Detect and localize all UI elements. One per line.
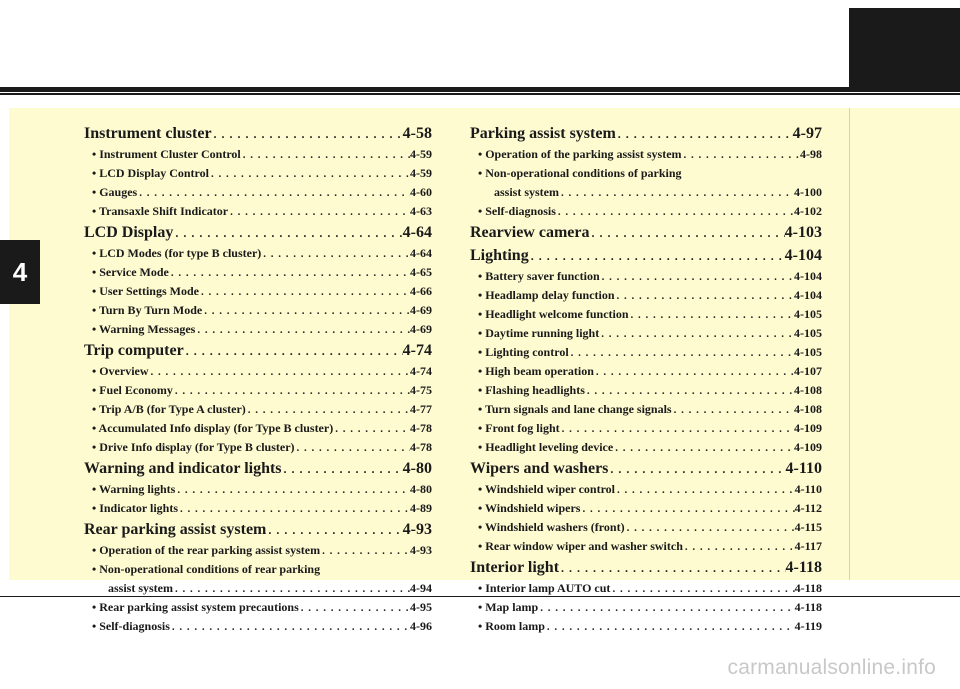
toc-page-number: 4-59 [410, 147, 432, 161]
toc-subsection-entry[interactable] [84, 282, 432, 301]
toc-entry-title: Trip computer [84, 342, 184, 359]
toc-leader-dots [295, 439, 410, 457]
toc-entry-title: • Fuel Economy [92, 383, 173, 397]
toc-entry-title: • User Settings Mode [92, 284, 199, 298]
toc-entry-title: Warning and indicator lights [84, 460, 282, 477]
toc-leader-dots [173, 222, 402, 244]
toc-leader-dots [629, 306, 794, 324]
toc-subsection-entry[interactable] [84, 263, 432, 282]
toc-entry-title: • Non-operational conditions of rear parking [92, 562, 321, 576]
toc-left-column [84, 122, 432, 636]
toc-entry-title: Interior light [470, 559, 560, 576]
toc-subsection-entry[interactable] [470, 324, 822, 343]
toc-entry-line[interactable] [470, 164, 822, 183]
toc-leader-dots [333, 420, 410, 438]
toc-page-number: 4-100 [794, 185, 822, 199]
toc-leader-dots [615, 481, 795, 499]
toc-subsection-entry[interactable] [470, 145, 822, 164]
toc-leader-dots [613, 439, 794, 457]
toc-page-number: 4-110 [785, 460, 822, 477]
toc-page-number: 4-98 [800, 147, 822, 161]
toc-leader-dots [195, 321, 410, 339]
toc-subsection-entry[interactable] [84, 617, 432, 636]
toc-page-number: 4-78 [410, 440, 432, 454]
toc-page-number: 4-118 [794, 600, 822, 614]
toc-entry-title: Instrument cluster [84, 125, 212, 142]
toc-page-number: 4-119 [794, 619, 822, 633]
toc-entry-title: • Transaxle Shift Indicator [92, 204, 229, 218]
toc-entry-title: • Turn By Turn Mode [92, 303, 203, 317]
footer-rule [0, 596, 960, 597]
toc-leader-dots [580, 500, 794, 518]
toc-page-number: 4-78 [410, 421, 432, 435]
toc-leader-dots [594, 363, 794, 381]
toc-leader-dots [615, 287, 794, 305]
toc-leader-dots [261, 245, 410, 263]
toc-page-number: 4-108 [794, 383, 822, 397]
toc-entry-title: • Warning lights [92, 482, 176, 496]
toc-page-number: 4-58 [402, 125, 432, 142]
toc-page-number: 4-103 [784, 224, 822, 241]
toc-page-number: 4-115 [794, 520, 822, 534]
toc-subsection-entry[interactable] [84, 480, 432, 499]
toc-subsection-entry[interactable] [84, 541, 432, 560]
toc-subsection-entry[interactable] [470, 267, 822, 286]
toc-subsection-entry[interactable] [470, 381, 822, 400]
toc-leader-dots [560, 420, 794, 438]
toc-subsection-entry[interactable] [84, 381, 432, 400]
toc-page-number: 4-59 [410, 166, 432, 180]
toc-entry-title: • Self-diagnosis [478, 204, 556, 218]
toc-page-number: 4-112 [794, 501, 822, 515]
toc-entry-title: • Lighting control [478, 345, 569, 359]
toc-entry-title: • Headlight welcome function [478, 307, 629, 321]
toc-entry-title: • Rear parking assist system precautions [92, 600, 299, 614]
toc-entry-title: • Overview [92, 364, 149, 378]
chapter-number: 4 [12, 256, 28, 287]
toc-entry-title: • Windshield washers (front) [478, 520, 625, 534]
toc-leader-dots [672, 401, 794, 419]
toc-page-number: 4-74 [402, 342, 432, 359]
toc-page-number: 4-105 [794, 345, 822, 359]
toc-page-number: 4-93 [410, 543, 432, 557]
toc-section-entry[interactable] [84, 519, 432, 541]
toc-page-number: 4-97 [792, 125, 822, 142]
toc-entry-title: • Turn signals and lane change signals [478, 402, 672, 416]
toc-leader-dots [169, 264, 410, 282]
toc-subsection-entry[interactable] [84, 202, 432, 221]
toc-entry-title: assist system [108, 581, 173, 595]
toc-entry-title: • Operation of the parking assist system [478, 147, 682, 161]
toc-entry-title: • Indicator lights [92, 501, 178, 515]
toc-leader-dots [246, 401, 410, 419]
toc-entry-title: • Headlight leveling device [478, 440, 614, 454]
toc-subsection-entry[interactable] [84, 362, 432, 381]
toc-page-number: 4-108 [794, 402, 822, 416]
toc-leader-dots [149, 363, 410, 381]
toc-leader-dots [569, 344, 794, 362]
toc-entry-title: • Headlamp delay function [478, 288, 615, 302]
toc-page-number: 4-60 [410, 185, 432, 199]
toc-entry-title: • High beam operation [478, 364, 594, 378]
corner-decoration [849, 8, 960, 88]
toc-entry-title: • Windshield wipers [478, 501, 581, 515]
toc-right-column [470, 122, 822, 636]
toc-leader-dots [173, 382, 410, 400]
toc-entry-title: • Flashing headlights [478, 383, 585, 397]
toc-entry-title: Wipers and washers [470, 460, 609, 477]
toc-page-number: 4-69 [410, 303, 432, 317]
toc-page-number: 4-94 [410, 581, 432, 595]
toc-entry-title: • Windshield wiper control [478, 482, 616, 496]
toc-page-number: 4-93 [402, 521, 432, 538]
toc-leader-dots [320, 542, 410, 560]
toc-leader-dots [184, 340, 403, 362]
toc-subsection-entry[interactable] [84, 183, 432, 202]
toc-leader-dots [590, 222, 785, 244]
toc-leader-dots [559, 557, 786, 579]
toc-page-number: 4-63 [410, 204, 432, 218]
toc-subsection-entry[interactable] [84, 438, 432, 457]
toc-page-number: 4-105 [794, 326, 822, 340]
toc-section-entry[interactable] [470, 222, 822, 244]
toc-subsection-entry[interactable] [84, 400, 432, 419]
toc-entry-title: • Map lamp [478, 600, 539, 614]
toc-section-entry[interactable] [84, 123, 432, 145]
toc-subsection-entry[interactable] [84, 320, 432, 339]
toc-page-number: 4-118 [785, 559, 822, 576]
toc-subsection-entry[interactable] [470, 419, 822, 438]
toc-subsection-entry[interactable] [84, 145, 432, 164]
toc-entry-title: Rear parking assist system [84, 521, 267, 538]
toc-entry-title: • Drive Info display (for Type B cluster) [92, 440, 295, 454]
toc-entry-title: • Daytime running light [478, 326, 600, 340]
toc-section-entry[interactable] [470, 458, 822, 480]
toc-leader-dots [202, 302, 410, 320]
toc-page-number: 4-66 [410, 284, 432, 298]
toc-page-number: 4-107 [794, 364, 822, 378]
toc-page-number: 4-104 [794, 288, 822, 302]
toc-leader-dots [175, 481, 410, 499]
toc-entry-title: • Rear window wiper and washer switch [478, 539, 683, 553]
toc-page-number: 4-69 [410, 322, 432, 336]
toc-subsection-entry[interactable] [470, 480, 822, 499]
toc-leader-dots [545, 618, 795, 636]
toc-page-number: 4-95 [410, 600, 432, 614]
toc-entry-title: • Self-diagnosis [92, 619, 170, 633]
toc-leader-dots [282, 458, 403, 480]
toc-entry-title: • LCD Display Control [92, 166, 209, 180]
toc-page-number: 4-77 [410, 402, 432, 416]
toc-leader-dots [137, 184, 410, 202]
toc-entry-title: • Front fog light [478, 421, 560, 435]
toc-page-number: 4-104 [794, 269, 822, 283]
toc-entry-title: • Warning Messages [92, 322, 196, 336]
toc-page-number: 4-109 [794, 421, 822, 435]
toc-leader-dots [538, 599, 794, 617]
toc-page-number: 4-104 [784, 247, 822, 264]
toc-entry-title: • Trip A/B (for Type A cluster) [92, 402, 246, 416]
toc-page-number: 4-105 [794, 307, 822, 321]
toc-page-number: 4-117 [794, 539, 822, 553]
panel-divider [849, 108, 850, 580]
toc-entry-title: assist system [494, 185, 559, 199]
toc-page-number: 4-102 [794, 204, 822, 218]
toc-leader-dots [559, 184, 794, 202]
toc-leader-dots [170, 618, 410, 636]
toc-leader-dots [178, 500, 410, 518]
toc-page-number: 4-64 [402, 224, 432, 241]
toc-subsection-entry[interactable] [470, 598, 822, 617]
toc-page-number: 4-109 [794, 440, 822, 454]
toc-leader-dots [608, 458, 785, 480]
toc-page-number: 4-65 [410, 265, 432, 279]
toc-page-number: 4-89 [410, 501, 432, 515]
toc-page-number: 4-75 [410, 383, 432, 397]
toc-entry-title: • Operation of the rear parking assist system [92, 543, 321, 557]
toc-leader-dots [683, 538, 795, 556]
toc-leader-dots [556, 203, 794, 221]
toc-entry-title: • Accumulated Info display (for Type B cluster) [92, 421, 334, 435]
toc-leader-dots [600, 268, 794, 286]
toc-entry-title: • Non-operational conditions of parking [478, 166, 682, 180]
toc-subsection-entry[interactable] [470, 362, 822, 381]
toc-page-number: 4-96 [410, 619, 432, 633]
toc-entry-title: • Room lamp [478, 619, 545, 633]
toc-leader-dots [599, 325, 794, 343]
toc-subsection-entry[interactable] [84, 419, 432, 438]
toc-subsection-entry[interactable] [470, 286, 822, 305]
toc-subsection-entry[interactable] [470, 499, 822, 518]
watermark: carmanualsonline.info [727, 656, 936, 679]
toc-leader-dots [209, 165, 410, 183]
toc-entry-title: • Interior lamp AUTO cut [478, 581, 611, 595]
toc-leader-dots [266, 519, 402, 541]
toc-section-entry[interactable] [84, 222, 432, 244]
toc-subsection-entry[interactable] [470, 343, 822, 362]
toc-leader-dots [625, 519, 795, 537]
toc-entry-title: • Battery saver function [478, 269, 600, 283]
toc-leader-dots [241, 146, 410, 164]
toc-subsection-entry[interactable] [84, 164, 432, 183]
toc-subsection-entry[interactable] [470, 617, 822, 636]
toc-subsection-entry[interactable] [84, 244, 432, 263]
toc-page-number: 4-74 [410, 364, 432, 378]
toc-leader-dots [585, 382, 794, 400]
header-rule [0, 87, 960, 92]
toc-entry-title: • Gauges [92, 185, 138, 199]
chapter-tab [0, 240, 40, 304]
toc-section-entry[interactable] [470, 123, 822, 145]
toc-page-number: 4-64 [410, 246, 432, 260]
toc-entry-title: • Instrument Cluster Control [92, 147, 241, 161]
toc-leader-dots [199, 283, 410, 301]
toc-subsection-entry[interactable] [470, 518, 822, 537]
toc-subsection-entry[interactable] [470, 400, 822, 419]
toc-page-number: 4-110 [794, 482, 822, 496]
toc-subsection-entry[interactable] [84, 598, 432, 617]
toc-entry-line[interactable] [84, 560, 432, 579]
toc-section-entry[interactable] [470, 245, 822, 267]
toc-page-number: 4-80 [402, 460, 432, 477]
toc-page-number: 4-118 [794, 581, 822, 595]
toc-entry-title: • Service Mode [92, 265, 169, 279]
toc-entry-title: Rearview camera [470, 224, 590, 241]
toc-leader-dots [616, 123, 793, 145]
toc-leader-dots [682, 146, 800, 164]
toc-leader-dots [228, 203, 410, 221]
toc-entry-title: • LCD Modes (for type B cluster) [92, 246, 262, 260]
toc-subsection-entry[interactable] [84, 301, 432, 320]
toc-subsection-entry[interactable] [470, 305, 822, 324]
toc-entry-title: LCD Display [84, 224, 174, 241]
toc-subsection-entry[interactable] [470, 202, 822, 221]
toc-section-entry[interactable] [84, 340, 432, 362]
toc-subsection-entry[interactable] [470, 438, 822, 457]
toc-entry-title: Lighting [470, 247, 529, 264]
toc-entry-title: Parking assist system [470, 125, 616, 142]
toc-section-entry[interactable] [84, 458, 432, 480]
header-rule-thin [0, 93, 960, 95]
toc-leader-dots [529, 245, 785, 267]
toc-section-entry[interactable] [470, 557, 822, 579]
toc-leader-dots [299, 599, 410, 617]
toc-page-number: 4-80 [410, 482, 432, 496]
toc-subsection-entry[interactable] [470, 183, 822, 202]
toc-leader-dots [212, 123, 403, 145]
toc-subsection-entry[interactable] [470, 537, 822, 556]
toc-subsection-entry[interactable] [84, 499, 432, 518]
